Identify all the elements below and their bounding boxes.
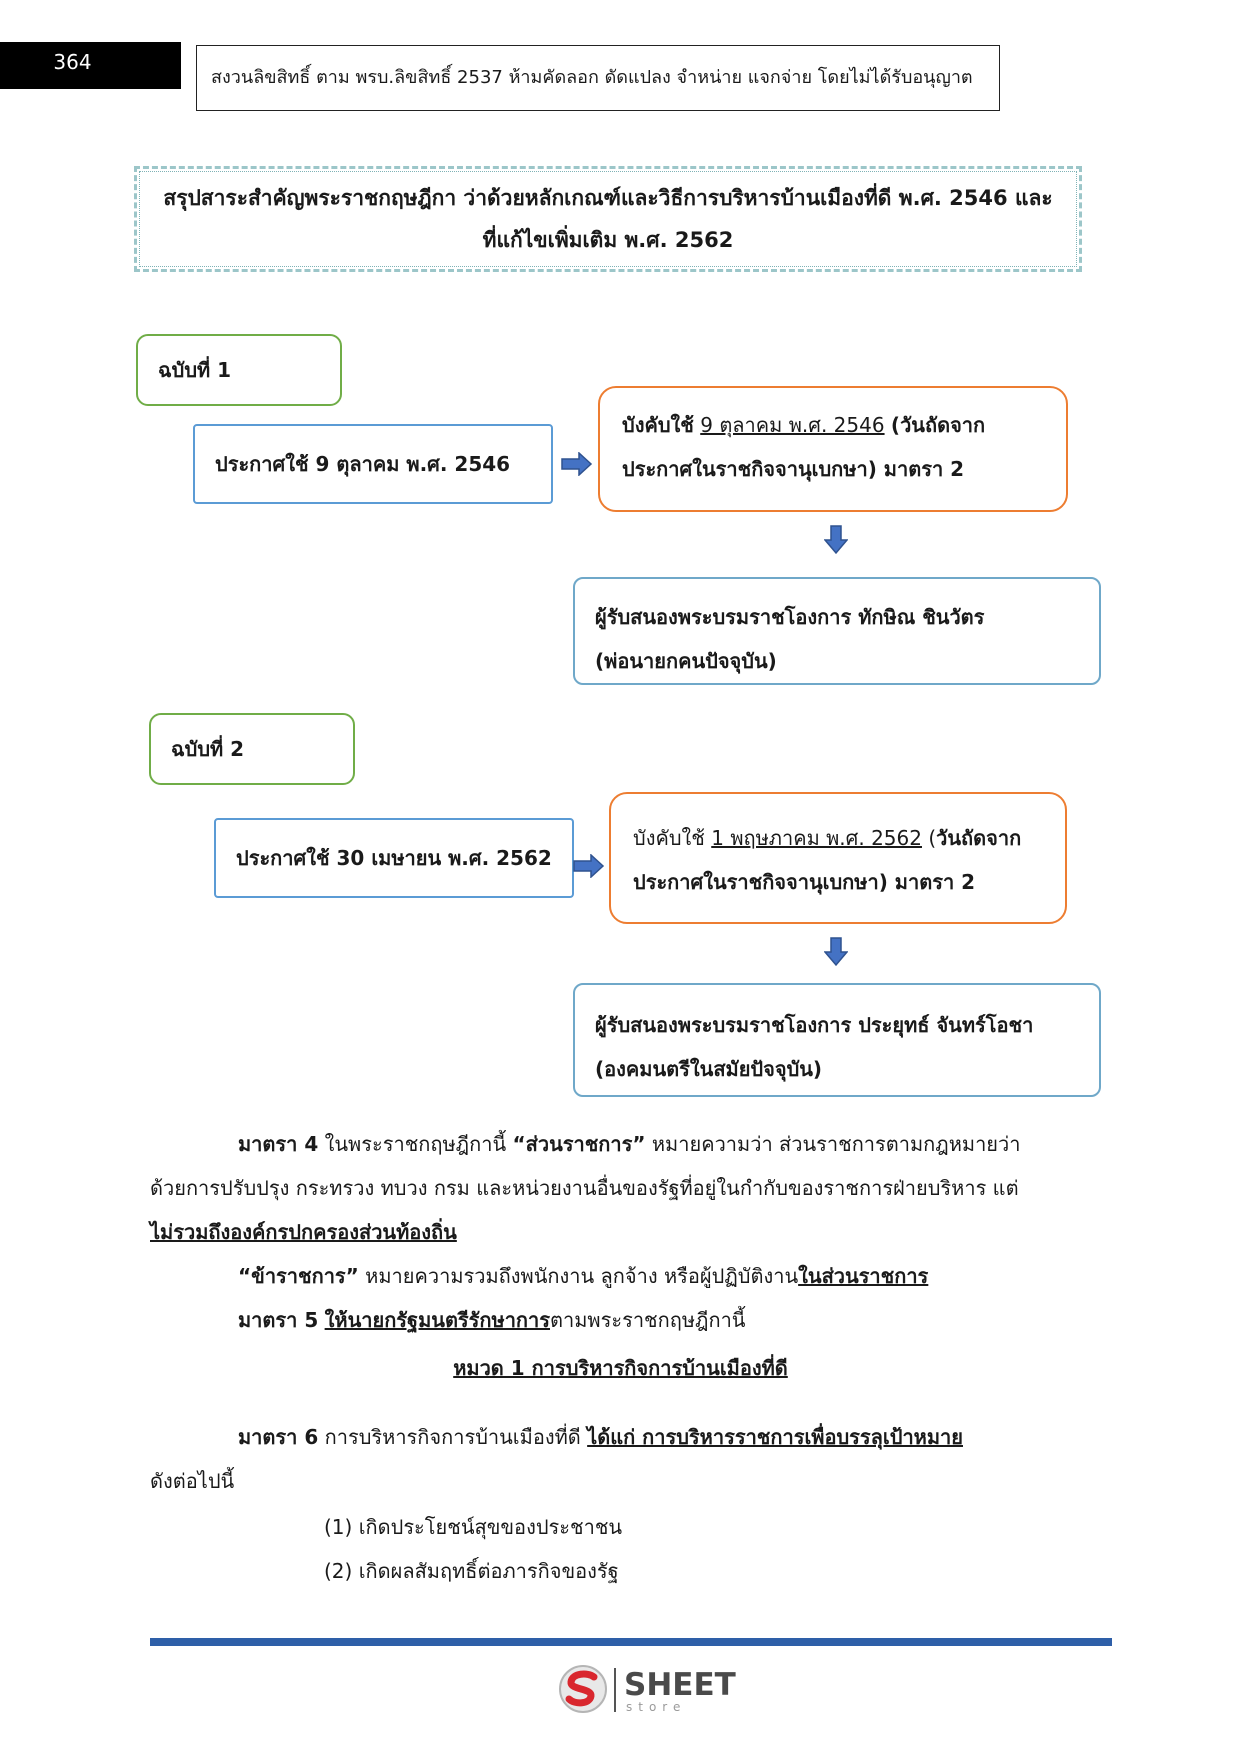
edition-1-effective-line1: บังคับใช้ 9 ตุลาคม พ.ศ. 2546 (วันถัดจาก <box>622 413 986 437</box>
edition-1-signer-note: (พ่อนายกคนปัจจุบัน) <box>595 649 777 673</box>
section-4-line-2: ด้วยการปรับปรุง กระทรวง ทบวง กรม และหน่วยงานอื่นของรัฐที่อยู่ในกำกับของราชการฝ่ายบริหาร แต่ <box>150 1176 1019 1200</box>
edition-2-signer-name: ผู้รับสนองพระบรมราชโองการ ประยุทธ์ จันทร์โอชา <box>595 1013 1034 1037</box>
sheet-store-logo-icon <box>558 1664 608 1714</box>
down-arrow-icon <box>824 937 848 967</box>
edition-1-signer <box>573 577 1101 685</box>
officer-definition: “ข้าราชการ” หมายความรวมถึงพนักงาน ลูกจ้าง หรือผู้ปฏิบัติงานในส่วนราชการ <box>238 1264 929 1288</box>
edition-2-label: ฉบับที่ 2 <box>149 713 355 785</box>
section-6-line-1: มาตรา 6 การบริหารกิจการบ้านเมืองที่ดี ได้แก่ การบริหารราชการเพื่อบรรลุเป้าหมาย <box>238 1425 963 1449</box>
document-title <box>134 166 1082 272</box>
logo-subtext: store <box>626 1700 687 1714</box>
right-arrow-icon <box>573 854 605 878</box>
edition-2-effective-line2: ประกาศในราชกิจจานุเบกษา) มาตรา 2 <box>633 870 976 894</box>
edition-1-effective-date: 9 ตุลาคม พ.ศ. 2546 <box>700 413 885 437</box>
title-line-2: ที่แก้ไขเพิ่มเติม พ.ศ. 2562 <box>482 228 734 252</box>
edition-2-effective-date: 1 พฤษภาคม พ.ศ. 2562 <box>711 826 922 850</box>
chapter-heading: หมวด 1 การบริหารกิจการบ้านเมืองที่ดี <box>453 1356 788 1380</box>
section-4-line-1: มาตรา 4 ในพระราชกฤษฎีกานี้ “ส่วนราชการ” หมายความว่า ส่วนราชการตามกฎหมายว่า <box>238 1132 1021 1156</box>
section-4-line-3: ไม่รวมถึงองค์กรปกครองส่วนท้องถิ่น <box>150 1220 457 1244</box>
down-arrow-icon <box>824 525 848 555</box>
section-6-line-2: ดังต่อไปนี้ <box>150 1469 235 1493</box>
edition-2-effective-line1: บังคับใช้ 1 พฤษภาคม พ.ศ. 2562 (วันถัดจาก <box>633 826 1022 850</box>
logo-text: SHEET <box>624 1667 736 1703</box>
edition-1-label: ฉบับที่ 1 <box>136 334 342 406</box>
list-item: (1) เกิดประโยชน์สุขของประชาชน <box>324 1515 623 1539</box>
right-arrow-icon <box>561 452 593 476</box>
list-item: (2) เกิดผลสัมฤทธิ์ต่อภารกิจของรัฐ <box>324 1559 619 1583</box>
title-line-1: สรุปสาระสำคัญพระราชกฤษฎีกา ว่าด้วยหลักเกณฑ์และวิธีการบริหารบ้านเมืองที่ดี พ.ศ. 2546 และ <box>163 186 1053 210</box>
logo-separator <box>614 1668 616 1712</box>
edition-2-effective <box>609 792 1067 924</box>
edition-2-signer-note: (องคมนตรีในสมัยปัจจุบัน) <box>595 1057 823 1081</box>
edition-1-effective <box>598 386 1068 512</box>
section-5: มาตรา 5 ให้นายกรัฐมนตรีรักษาการตามพระราชกฤษฎีกานี้ <box>238 1308 746 1332</box>
footer-divider <box>150 1638 1112 1646</box>
edition-1-signer-name: ผู้รับสนองพระบรมราชโองการ ทักษิณ ชินวัตร <box>595 605 985 629</box>
edition-2-signer <box>573 983 1101 1097</box>
edition-2-announced: ประกาศใช้ 30 เมษายน พ.ศ. 2562 <box>214 818 574 898</box>
edition-1-announced: ประกาศใช้ 9 ตุลาคม พ.ศ. 2546 <box>193 424 553 504</box>
page-number: 364 <box>0 42 181 89</box>
copyright-header: สงวนลิขสิทธิ์ ตาม พรบ.ลิขสิทธิ์ 2537 ห้ามคัดลอก ดัดแปลง จำหน่าย แจกจ่าย โดยไม่ได้รับอนุญาต <box>196 45 1000 111</box>
edition-1-effective-line2: ประกาศในราชกิจจานุเบกษา) มาตรา 2 <box>622 457 965 481</box>
